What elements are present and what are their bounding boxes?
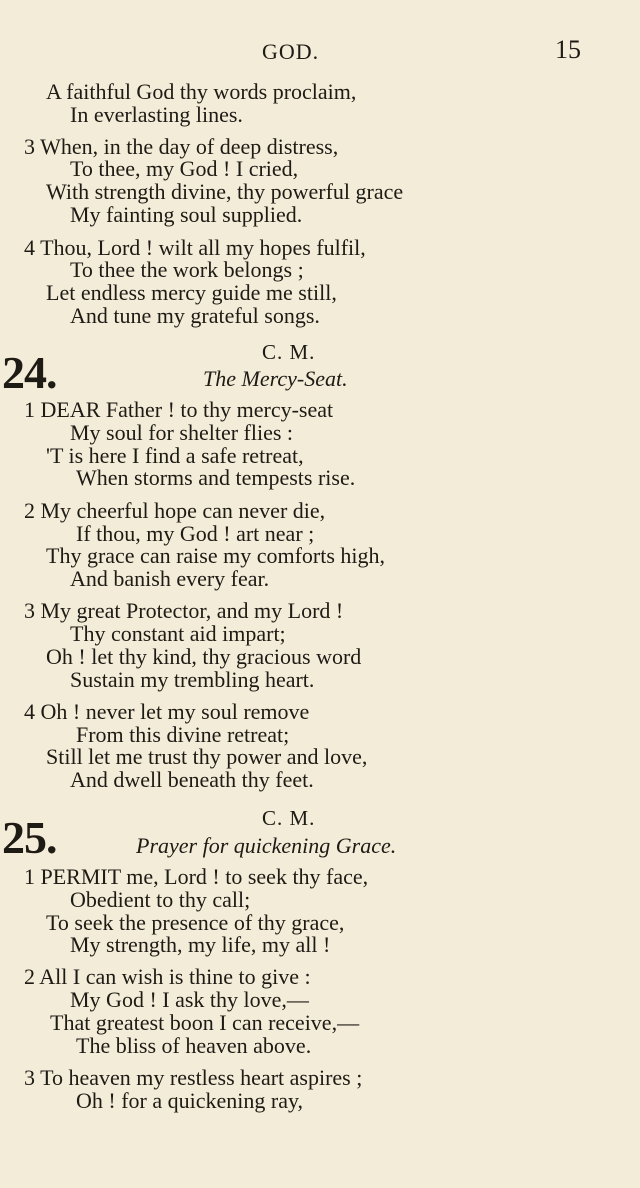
verse-line: With strength divine, thy powerful grace [46, 179, 404, 204]
verse-line: My fainting soul supplied. [70, 202, 303, 227]
verse-line: A faithful God thy words proclaim, [46, 79, 357, 104]
verse-line: From this divine retreat; [76, 722, 290, 747]
hymn-number-24: 24. [2, 347, 57, 398]
running-title: GOD. [262, 39, 320, 64]
verse-line: My soul for shelter flies : [70, 420, 294, 445]
verse-line: 4 Oh ! never let my soul remove [24, 699, 310, 724]
verse-line: If thou, my God ! art near ; [76, 521, 315, 546]
verse-line: 3 My great Protector, and my Lord ! [24, 598, 344, 623]
verse-line: 2 My cheerful hope can never die, [24, 498, 326, 523]
hymn-title: Prayer for quickening Grace. [136, 833, 397, 858]
verse-line: 'T is here I find a safe retreat, [46, 443, 304, 468]
verse-line: To thee, my God ! I cried, [70, 156, 299, 181]
verse-line: 1 PERMIT me, Lord ! to seek thy face, [24, 864, 369, 889]
verse-line: To thee the work belongs ; [70, 257, 304, 282]
verse-line: Sustain my trembling heart. [70, 667, 315, 692]
verse-line: My strength, my life, my all ! [70, 932, 331, 957]
verse-line: Thy constant aid impart; [70, 621, 286, 646]
verse-line: 2 All I can wish is thine to give : [24, 964, 311, 989]
hymn-meter: C. M. [262, 806, 316, 830]
page-number: 15 [555, 35, 581, 64]
verse-line: 3 To heaven my restless heart aspires ; [24, 1065, 363, 1090]
verse-line: And tune my grateful songs. [70, 303, 320, 328]
verse-line: Still let me trust thy power and love, [46, 744, 368, 769]
verse-line: My God ! I ask thy love,— [70, 987, 309, 1012]
hymn-title: The Mercy-Seat. [203, 366, 348, 391]
verse-line: And dwell beneath thy feet. [70, 767, 314, 792]
verse-line: Obedient to thy call; [70, 887, 251, 912]
hymn-number-25: 25. [2, 812, 57, 863]
verse-line: The bliss of heaven above. [76, 1033, 312, 1058]
verse-line: 4 Thou, Lord ! wilt all my hopes fulfil, [24, 235, 366, 260]
verse-line: When storms and tempests rise. [76, 465, 356, 490]
verse-line: And banish every fear. [70, 566, 270, 591]
hymn-meter: C. M. [262, 340, 316, 364]
verse-line: To seek the presence of thy grace, [46, 910, 345, 935]
verse-line: In everlasting lines. [70, 102, 243, 127]
verse-line: Let endless mercy guide me still, [46, 280, 337, 305]
verse-line: Oh ! for a quickening ray, [76, 1088, 304, 1113]
verse-line: Thy grace can raise my comforts high, [46, 543, 386, 568]
verse-line: 3 When, in the day of deep distress, [24, 134, 339, 159]
verse-line: Oh ! let thy kind, thy gracious word [46, 644, 362, 669]
verse-line: 1 DEAR Father ! to thy mercy-seat [24, 397, 334, 422]
verse-line: That greatest boon I can receive,— [50, 1010, 360, 1035]
